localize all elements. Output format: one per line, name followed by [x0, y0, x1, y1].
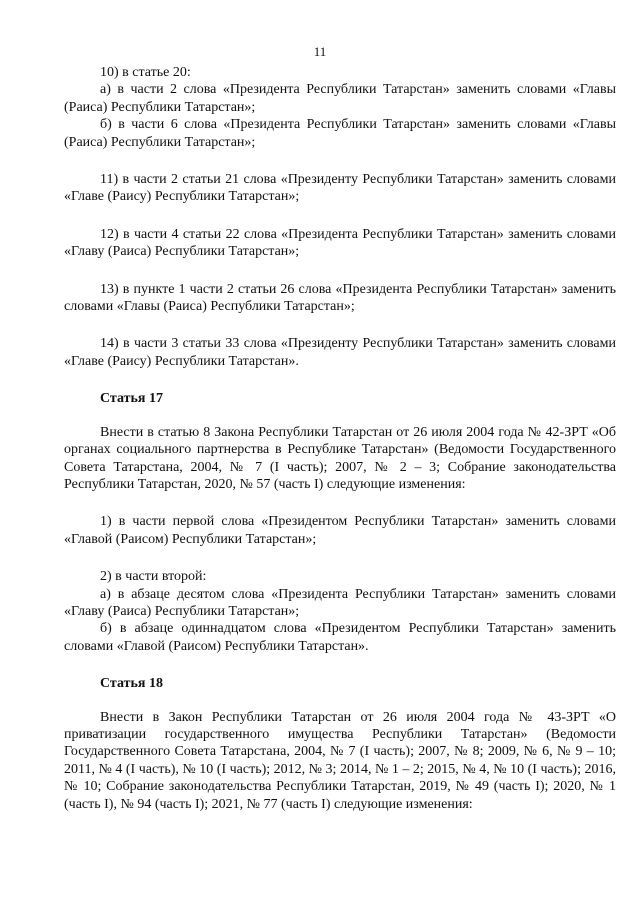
- item-11-text: 11) в части 2 статьи 21 слова «Президенту Республики Татарстан» заменить словами «Главе (Раису) Республики Татарстан»;: [64, 172, 616, 205]
- item-10-sub-b: б) в части 6 слова «Президента Республики Татарстан» заменить словами «Главы (Раиса) Республики Татарстан»;: [64, 117, 616, 150]
- article-18-intro-block: [64, 709, 616, 813]
- list-item-12: [64, 226, 616, 261]
- article-17-item-1: 1) в части первой слова «Президентом Республики Татарстан» заменить словами «Главой (Раисом) Республики Татарстан»;: [64, 514, 616, 547]
- item-12-text: 12) в части 4 статьи 22 слова «Президента Республики Татарстан» заменить словами «Главу (Раиса) Республики Татарстан»;: [64, 226, 616, 260]
- item-10-sub-a: а) в части 2 слова «Президента Республики Татарстан» заменить словами «Главы (Раиса) Республики Татарстан»;: [64, 82, 616, 115]
- article-18-intro: Внести в Закон Республики Татарстан от 26 июля 2004 года № 43-ЗРТ «О приватизации государственного имущества Республики Татарстан» (Ведомости Государственного Совета Татарстана, 2004, № 7 (I часть); 2007, № 8; 2009, № 6, № 9 – 10; 2011, № 4 (I часть), № 10 (I часть); 2012, № 3; 2014, № 1 – 2; 2015, № 4, № 10 (I часть); 2016, № 10; Собрание законодательства Республики Татарстан, 2019, № 49 (часть I); 2020, № 1 (часть I), № 94 (часть I); 2021, № 77 (часть I) следующие изменения:: [64, 709, 616, 812]
- article-17-item-2-b: б) в абзаце одиннадцатом слова «Президентом Республики Татарстан» заменить словами «Главой (Раисом) Республики Татарстан».: [64, 621, 616, 654]
- item-13-text: 13) в пункте 1 части 2 статьи 26 слова «Президента Республики Татарстан» заменить словами «Главы (Раиса) Республики Татарстан»;: [64, 281, 616, 315]
- document-body: [64, 64, 616, 831]
- article-18-title: Статья 18: [100, 676, 163, 692]
- list-item-11: [64, 171, 616, 206]
- article-17-intro: Внести в статью 8 Закона Республики Татарстан от 26 июля 2004 года № 42-ЗРТ «Об органах социального партнерства в Республике Татарстан» (Ведомости Государственного Совета Татарстана, 2004, № 7 (I часть); 2007, № 2 – 3; Собрание законодательства Республики Татарстан, 2020, № 57 (часть I) следующие изменения:: [64, 424, 616, 492]
- item-10-lead: 10) в статье 20:: [100, 65, 191, 80]
- item-14-text: 14) в части 3 статьи 33 слова «Президенту Республики Татарстан» заменить словами «Главе (Раису) Республики Татарстан».: [64, 336, 616, 369]
- article-17-item-2-block: [64, 568, 616, 655]
- article-17-item-2-lead: 2) в части второй:: [100, 569, 207, 585]
- article-17-title: Статья 17: [100, 391, 163, 407]
- list-item-10: [64, 64, 616, 151]
- list-item-14: [64, 335, 616, 370]
- article-17-item-1-block: [64, 513, 616, 548]
- article-17-intro-block: [64, 424, 616, 494]
- page-number: 11: [313, 44, 327, 59]
- list-item-13: [64, 281, 616, 316]
- article-17-item-2-a: а) в абзаце десятом слова «Президента Республики Татарстан» заменить словами «Главу (Раиса) Республики Татарстан»;: [64, 586, 616, 619]
